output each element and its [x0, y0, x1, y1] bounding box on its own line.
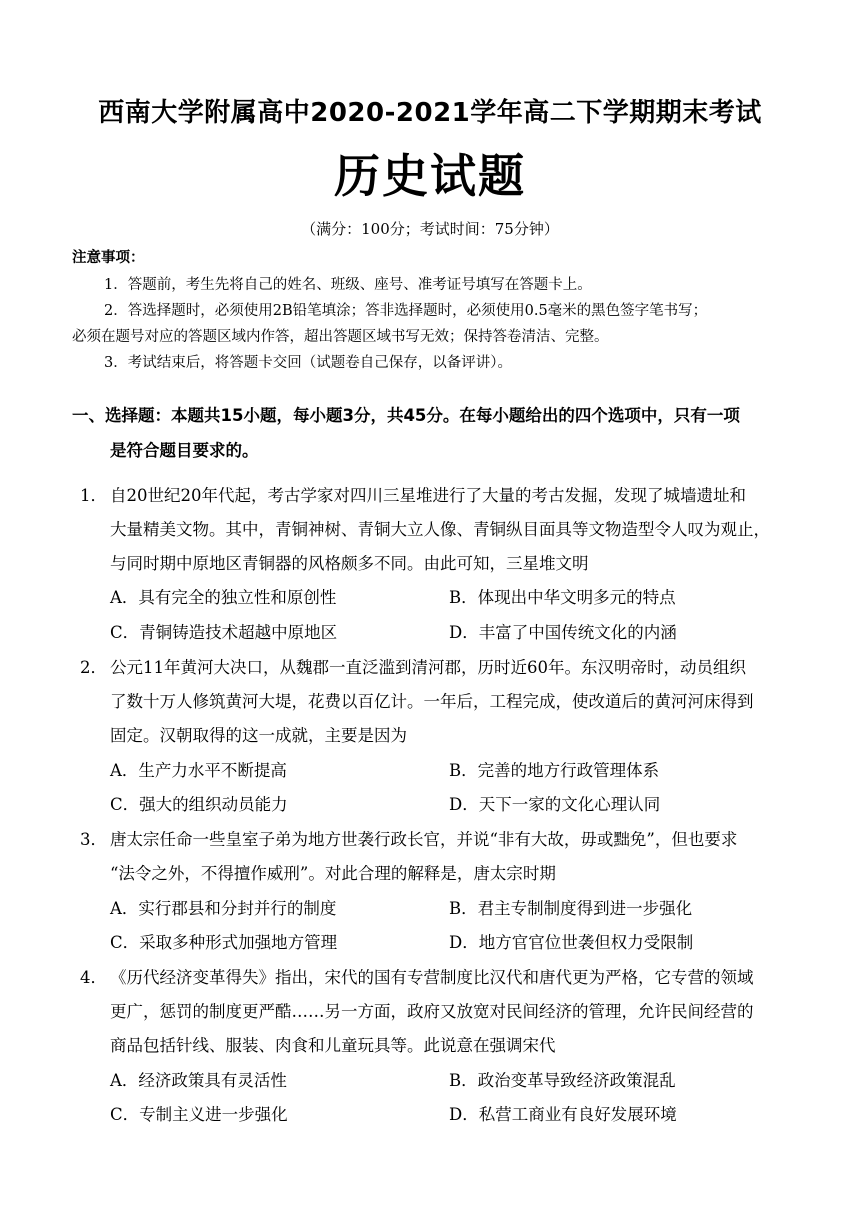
section-heading-line2: 是符合题目要求的。 [110, 441, 259, 460]
question-3-stem-line-1: 唐太宗任命一些皇室子弟为地方世袭行政长官，并说“非有大故，毋或黜免”，但也要求 [110, 830, 738, 849]
notice-item-2-cont: 必须在题号对应的答题区域内作答，超出答题区域书写无效；保持答卷清洁、完整。 [72, 329, 609, 345]
question-2-option-a: A．生产力水平不断提高 [110, 761, 287, 780]
question-2-number: 2． [80, 658, 107, 677]
question-4-option-b: B．政治变革导致经济政策混乱 [449, 1071, 676, 1090]
question-1-option-a: A．具有完全的独立性和原创性 [110, 588, 337, 607]
question-1-option-b: B．体现出中华文明多元的特点 [449, 588, 676, 607]
question-3-stem-line-2: “法令之外，不得擅作威刑”。对此合理的解释是，唐太宗时期 [110, 864, 556, 883]
notice-item-1: 1．答题前，考生先将自己的姓名、班级、座号、准考证号填写在答题卡上。 [104, 277, 592, 293]
notice-item-3: 3．考试结束后，将答题卡交回（试题卷自己保存，以备评讲）。 [104, 355, 512, 371]
question-2-option-b: B．完善的地方行政管理体系 [449, 761, 660, 780]
question-1-stem-line-2: 大量精美文物。其中，青铜神树、青铜大立人像、青铜纵目面具等文物造型令人叹为观止， [110, 520, 770, 539]
question-4-option-d: D．私营工商业有良好发展环境 [449, 1105, 677, 1124]
notice-item-2: 2．答选择题时，必须使用2B铅笔填涂；答非选择题时，必须使用0.5毫米的黑色签字笔书写； [104, 303, 708, 319]
question-1-option-c: C．青铜铸造技术超越中原地区 [110, 623, 338, 642]
notice-heading: 注意事项： [72, 250, 145, 266]
question-1-number: 1． [80, 486, 107, 505]
question-3-number: 3． [80, 830, 107, 849]
question-2-stem-line-1: 公元11年黄河大决口，从魏郡一直泛滥到清河郡，历时近60年。东汉明帝时，动员组织 [110, 658, 746, 677]
question-4-stem-line-3: 商品包括针线、服装、肉食和儿童玩具等。此说意在强调宋代 [110, 1036, 556, 1055]
question-2-option-c: C．强大的组织动员能力 [110, 795, 288, 814]
question-3-option-d: D．地方官官位世袭但权力受限制 [449, 933, 694, 952]
question-3-option-a: A．实行郡县和分封并行的制度 [110, 899, 337, 918]
exam-info: （满分：100分；考试时间：75分钟） [301, 220, 559, 238]
question-1-stem-line-1: 自20世纪20年代起，考古学家对四川三星堆进行了大量的考古发掘，发现了城墙遗址和 [110, 486, 746, 505]
question-2-stem-line-2: 了数十万人修筑黄河大堤，花费以百亿计。一年后，工程完成，使改道后的黄河河床得到 [110, 692, 754, 711]
subject-title: 历史试题 [334, 149, 526, 203]
question-1-stem-line-3: 与同时期中原地区青铜器的风格颇多不同。由此可知，三星堆文明 [110, 554, 589, 573]
section-heading-line1: 一、选择题：本题共15小题，每小题3分，共45分。在每小题给出的四个选项中，只有一项 [72, 406, 740, 425]
question-4-stem-line-2: 更广，惩罚的制度更严酷……另一方面，政府又放宽对民间经济的管理，允许民间经营的 [110, 1002, 754, 1021]
question-3-option-b: B．君主专制制度得到进一步强化 [449, 899, 693, 918]
question-3-option-c: C．采取多种形式加强地方管理 [110, 933, 338, 952]
question-1-option-d: D．丰富了中国传统文化的内涵 [449, 623, 677, 642]
question-4-option-a: A．经济政策具有灵活性 [110, 1071, 287, 1090]
school-title: 西南大学附属高中2020-2021学年高二下学期期末考试 [98, 98, 762, 128]
question-4-number: 4． [80, 968, 107, 987]
question-4-option-c: C．专制主义进一步强化 [110, 1105, 288, 1124]
question-2-option-d: D．天下一家的文化心理认同 [449, 795, 661, 814]
question-2-stem-line-3: 固定。汉朝取得的这一成就，主要是因为 [110, 726, 407, 745]
question-4-stem-line-1: 《历代经济变革得失》指出，宋代的国有专营制度比汉代和唐代更为严格，它专营的领域 [110, 968, 754, 987]
